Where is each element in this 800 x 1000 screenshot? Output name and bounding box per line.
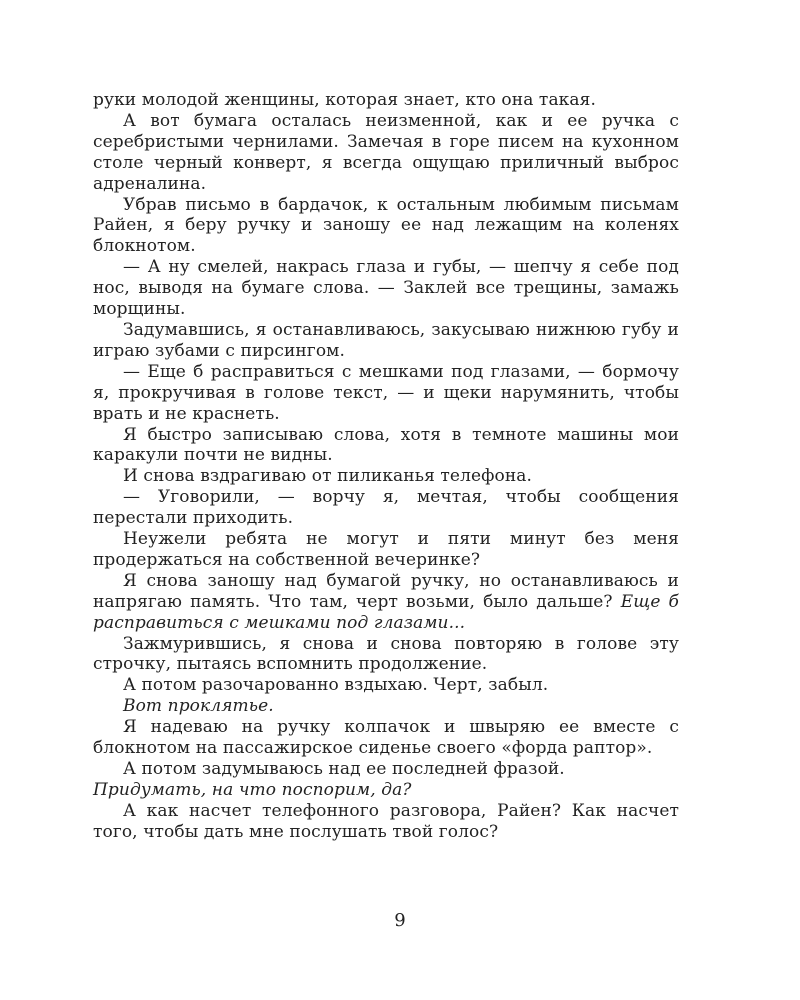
italic-quote: Еще б расправиться с мешками под глазами... — [93, 591, 679, 633]
paragraph: — Уговорили, — ворчу я, мечтая, чтобы сообщения перестали приходить. — [93, 487, 679, 529]
paragraph: А потом разочарованно вздыхаю. Черт, забыл. — [123, 675, 549, 696]
paragraph — [93, 780, 679, 801]
italic-thought: Вот проклятье. — [123, 696, 274, 717]
paragraph-text: Я снова заношу над бумагой ручку, но останавливаюсь и напрягаю память. Что там, черт возьми, было дальше? — [93, 570, 679, 612]
italic-thought: Придумать, на что поспорим, да? — [93, 779, 412, 800]
body-text — [93, 90, 679, 843]
paragraph: Я быстро записываю слова, хотя в темноте машины мои каракули почти не видны. — [93, 424, 679, 466]
paragraph: Неужели ребята не могут и пяти минут без меня продержаться на собственной вечеринке? — [93, 529, 679, 570]
paragraph: Зажмурившись, я снова и снова повторяю в голове эту строчку, пытаясь вспомнить продолжение. — [93, 633, 679, 675]
paragraph: Я надеваю на ручку колпачок и швыряю ее вместе с блокнотом на пассажирское сиденье своего «форда раптор». — [93, 717, 679, 759]
paragraph: — Еще б расправиться с мешками под глазами, — бормочу я, прокручивая в голове текст, — и щеки нарумянить, чтобы врать и не краснеть. — [93, 361, 679, 424]
paragraph — [93, 696, 679, 717]
paragraph: — А ну смелей, накрась глаза и губы, — шепчу я себе под нос, выводя на бумаге слова. — Заклей все трещины, замажь морщины. — [93, 257, 679, 320]
paragraph: Убрав письмо в бардачок, к остальным любимым письмам Райен, я беру ручку и заношу ее над лежащим на коленях блокнотом. — [93, 194, 679, 257]
paragraph: А как насчет телефонного разговора, Райен? Как насчет того, чтобы дать мне послушать твой голос? — [93, 800, 679, 842]
paragraph: А вот бумага осталась неизменной, как и ее ручка с серебристыми чернилами. Замечая в горе писем на кухонном столе черный конверт, я всегда ощущаю приличный выброс адреналина. — [93, 110, 679, 194]
paragraph: А потом задумываюсь над ее последней фразой. — [123, 759, 565, 779]
paragraph: Задумавшись, я останавливаюсь, закусываю нижнюю губу и играю зубами с пирсингом. — [93, 319, 679, 361]
paragraph: И снова вздрагиваю от пиликанья телефона. — [123, 466, 533, 487]
page-number: 9 — [394, 910, 406, 931]
paragraph: руки молодой женщины, которая знает, кто она такая. — [93, 90, 596, 110]
paragraph — [93, 571, 679, 634]
